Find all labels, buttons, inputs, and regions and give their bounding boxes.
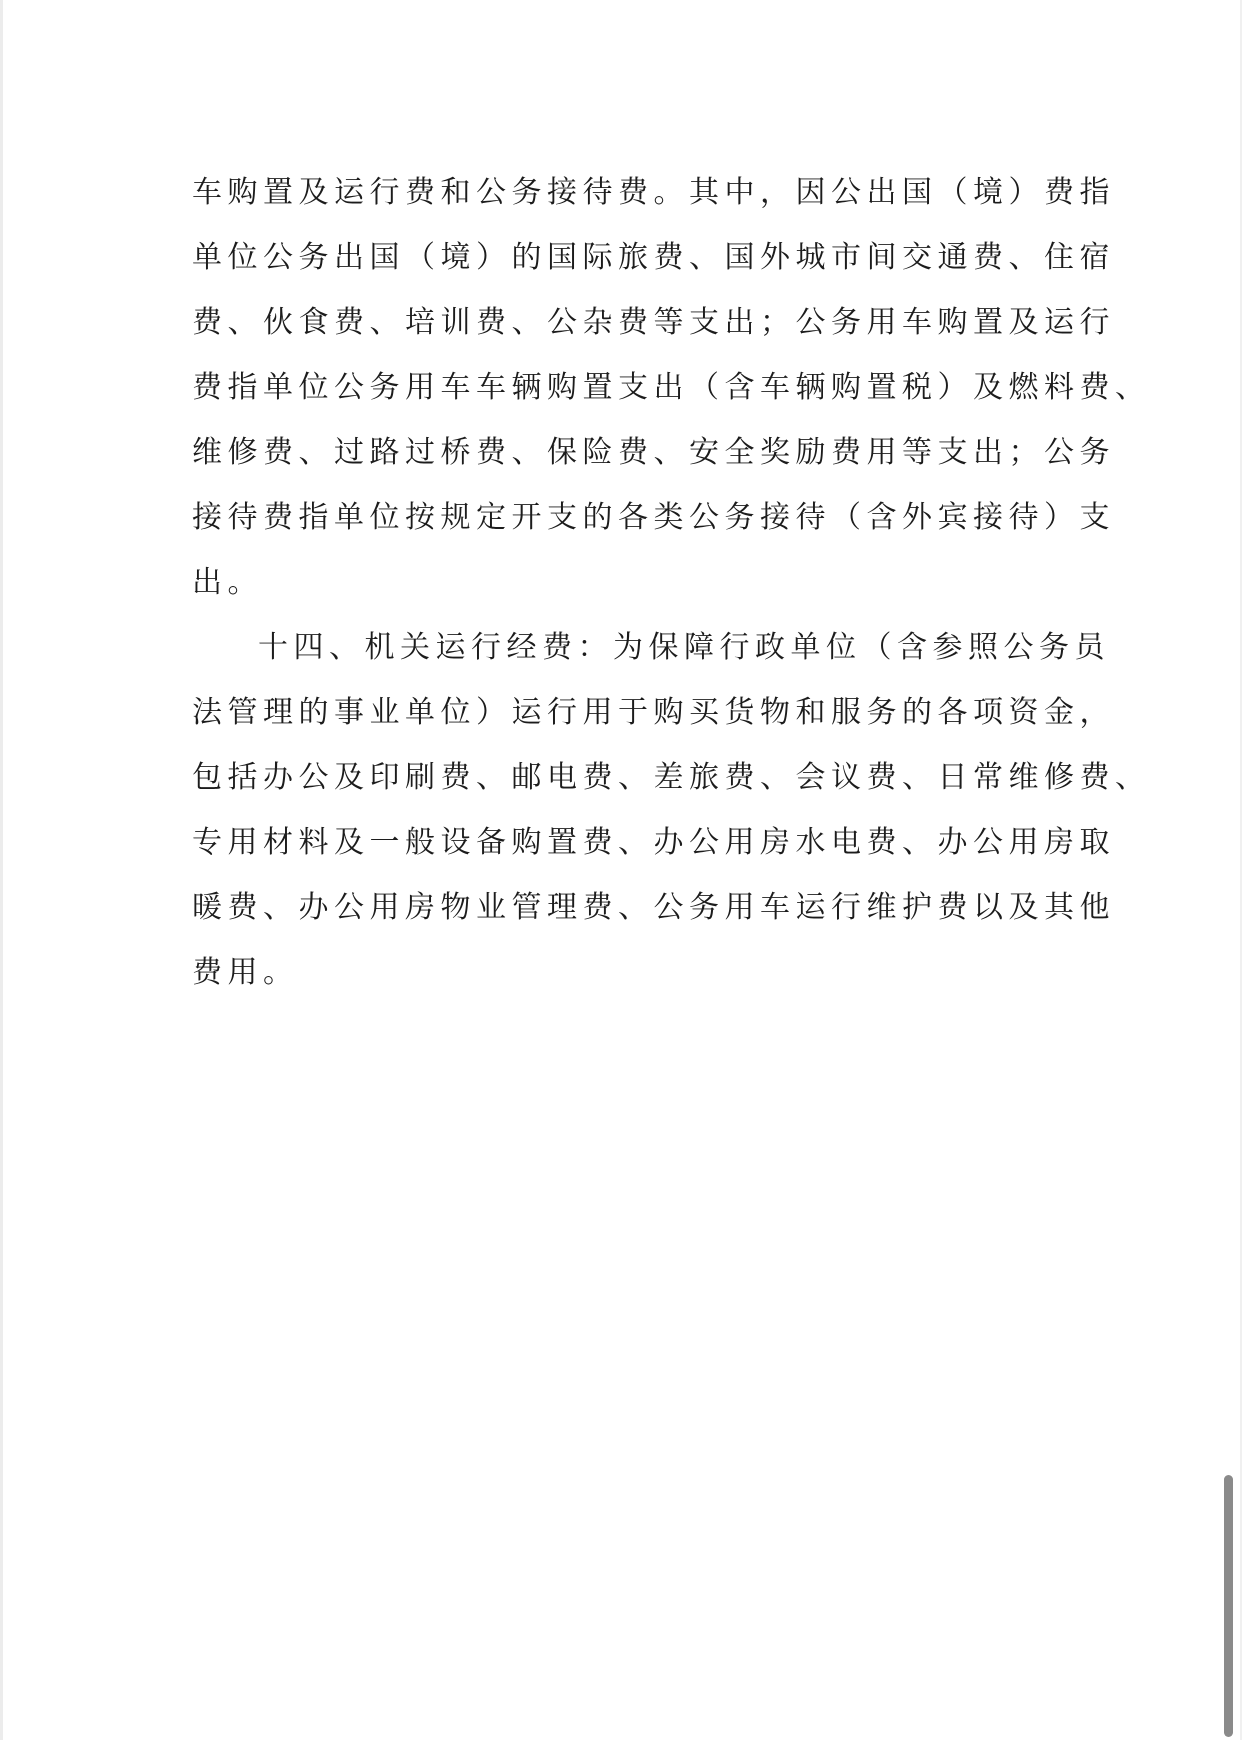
text-line: 费指单位公务用车车辆购置支出（含车辆购置税）及燃料费、 [192,370,1151,405]
scrollbar-thumb[interactable] [1224,1475,1233,1737]
paragraph-2 [192,615,1151,1005]
text-line: 暖费、办公用房物业管理费、公务用车运行维护费以及其他 [192,890,1115,925]
page-left-edge [0,0,3,1740]
text-line: 接待费指单位按规定开支的各类公务接待（含外宾接待）支 [192,500,1115,535]
text-line: 出。 [192,565,263,600]
text-line: 费、伙食费、培训费、公杂费等支出；公务用车购置及运行 [192,305,1115,340]
document-body [192,160,1151,1005]
text-line: 维修费、过路过桥费、保险费、安全奖励费用等支出；公务 [192,435,1115,470]
text-line: 车购置及运行费和公务接待费。其中，因公出国（境）费指 [192,175,1115,210]
text-line: 费用。 [192,955,299,990]
text-line: 包括办公及印刷费、邮电费、差旅费、会议费、日常维修费、 [192,760,1151,795]
text-line: 法管理的事业单位）运行用于购买货物和服务的各项资金， [192,695,1115,730]
text-line: 单位公务出国（境）的国际旅费、国外城市间交通费、住宿 [192,240,1115,275]
text-line: 十四、机关运行经费：为保障行政单位（含参照公务员 [258,630,1110,665]
vertical-scrollbar[interactable] [1222,0,1236,1740]
text-line: 专用材料及一般设备购置费、办公用房水电费、办公用房取 [192,825,1115,860]
paragraph-1 [192,160,1151,615]
